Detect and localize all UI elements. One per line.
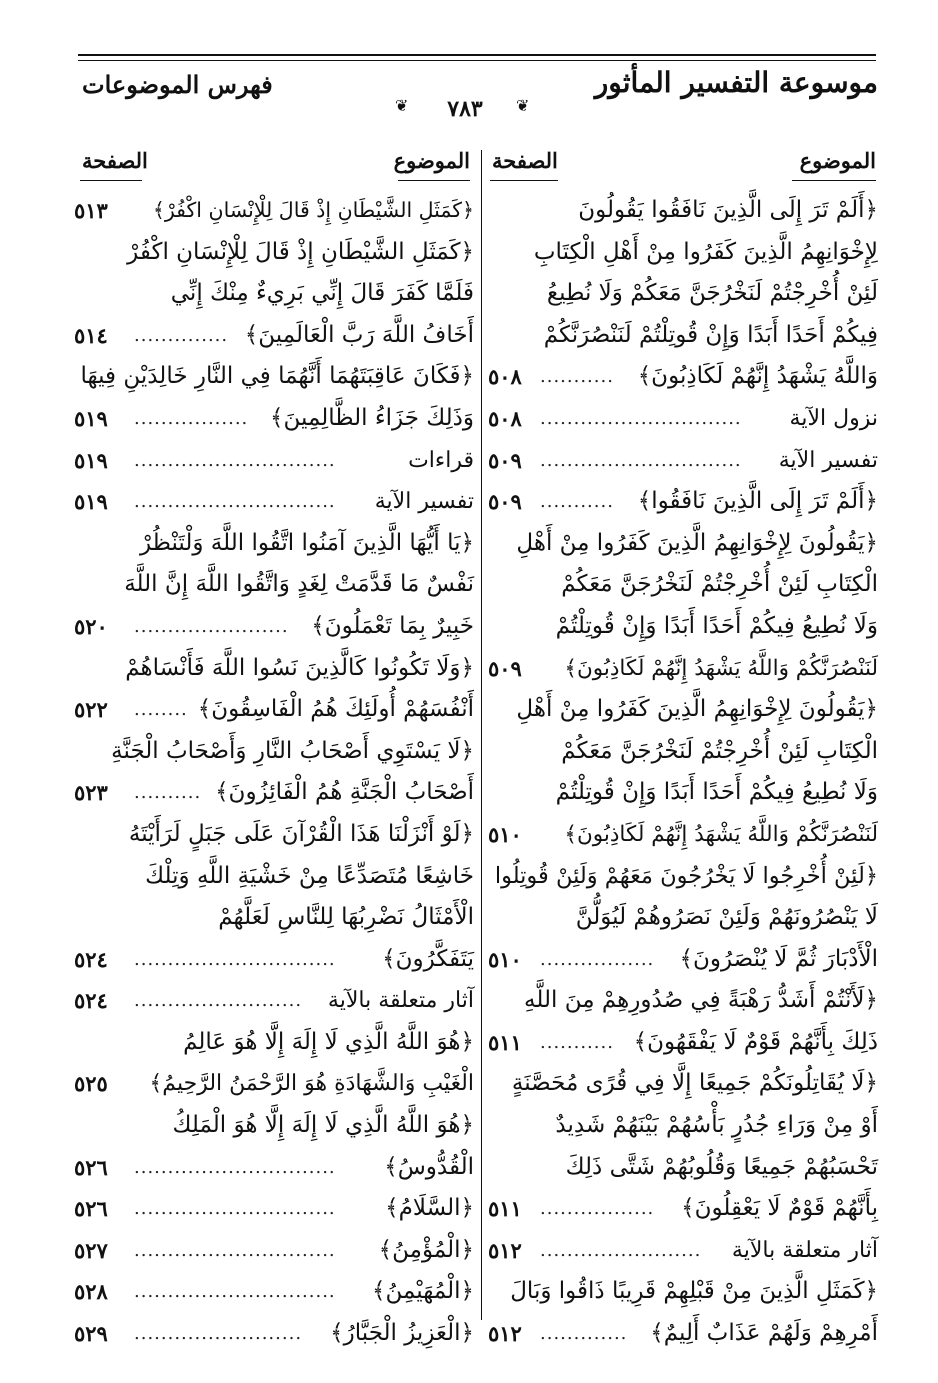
entry-topic: الْكِتَابِ لَئِنْ أُخْرِجْتُمْ لَنَخْرُجَنَّ مَعَكُمْ: [561, 571, 878, 598]
entry-topic: أَصْحَابُ الْجَنَّةِ هُمُ الْفَائِزُونَ﴾: [215, 779, 474, 806]
index-entry: [488, 606, 878, 648]
entry-topic: وَاللَّهُ يَشْهَدُ إِنَّهُمْ لَكَاذِبُونَ﴾: [637, 363, 878, 390]
entry-topic: خَبِيرٌ بِمَا تَعْمَلُونَ﴾: [311, 612, 474, 639]
entry-topic: ﴿هُوَ اللَّهُ الَّذِي لَا إِلَهَ إِلَّا هُوَ عَالِمُ: [183, 1028, 474, 1055]
index-entry: [488, 564, 878, 606]
entry-topic: ﴿السَّلَامُ﴾: [385, 1195, 474, 1222]
header-rule-thin: [78, 60, 876, 61]
entry-topic: ﴿لَوْ أَنْزَلْنَا هَذَا الْقُرْآنَ عَلَى جَبَلٍ لَرَأَيْتَهُ: [128, 820, 474, 847]
leader-dots: ..............................: [134, 1281, 336, 1303]
leader-dots: .........................: [134, 1323, 303, 1345]
entry-topic: لِإِخْوَانِهِمُ الَّذِينَ كَفَرُوا مِنْ أَهْلِ الْكِتَابِ: [533, 238, 878, 265]
entry-topic: الْأَمْثَالُ نَضْرِبُهَا لِلنَّاسِ لَعَلَّهُمْ: [218, 904, 474, 931]
index-entry: [488, 1188, 878, 1230]
entry-page-number: ٥٢٦: [74, 1196, 108, 1222]
entry-topic: ﴿وَلَا تَكُونُوا كَالَّذِينَ نَسُوا اللَّهَ فَأَنْسَاهُمْ: [125, 654, 474, 681]
entry-topic: لَنَنْصُرَنَّكُمْ وَاللَّهُ يَشْهَدُ إِنَّهُمْ لَكَاذِبُونَ﴾: [564, 821, 878, 847]
ornament-icon: ❦: [516, 96, 530, 115]
entry-topic: ﴿لَئِنْ أُخْرِجُوا لَا يَخْرُجُونَ مَعَهُمْ وَلَئِنْ قُوتِلُوا: [494, 862, 878, 889]
index-entry: [74, 1188, 474, 1230]
entry-topic: ﴿كَمَثَلِ الشَّيْطَانِ إِذْ قَالَ لِلْإِنْسَانِ اكْفُرْ﴾: [152, 198, 474, 222]
entry-topic: ﴿يَقُولُونَ لِإِخْوَانِهِمُ الَّذِينَ كَفَرُوا مِنْ أَهْلِ: [516, 529, 878, 556]
leader-dots: ........................: [540, 1239, 702, 1261]
index-entry: [74, 980, 474, 1022]
index-entry: [74, 1271, 474, 1313]
index-entry: [488, 1271, 878, 1313]
entry-topic: ﴿أَلَمْ تَرَ إِلَى الَّذِينَ نَافَقُوا يَقُولُونَ: [578, 197, 878, 223]
index-entry: [74, 897, 474, 939]
index-entry: [74, 856, 474, 898]
entry-page-number: ٥١٣: [74, 198, 108, 223]
leader-dots: .................: [540, 1198, 655, 1220]
entry-topic: ﴿الْمُؤْمِنُ﴾: [378, 1236, 474, 1263]
leader-dots: ..........: [134, 782, 202, 804]
index-entry: [488, 731, 878, 773]
entry-page-number: ٥١٩: [74, 405, 108, 431]
entry-page-number: ٥٢٩: [74, 1321, 108, 1347]
entry-page-number: ٥٠٨: [488, 364, 522, 390]
entry-topic: وَلَا نُطِيعُ فِيكُمْ أَحَدًا أَبَدًا وَإِنْ قُوتِلْتُمْ: [555, 779, 878, 806]
leader-dots: ..............................: [134, 449, 336, 471]
entry-topic: تفسير الآية: [778, 447, 878, 473]
entry-topic: بِأَنَّهُمْ قَوْمٌ لَا يَعْقِلُونَ﴾: [681, 1195, 878, 1222]
entry-page-number: ٥١٠: [488, 821, 522, 847]
index-entry: [74, 315, 474, 357]
entry-topic: وَذَلِكَ جَزَاءُ الظَّالِمِينَ﴾: [270, 404, 474, 431]
section-title: فهرس الموضوعات: [82, 70, 273, 99]
entry-topic: ﴿فَكَانَ عَاقِبَتَهُمَا أَنَّهُمَا فِي النَّارِ خَالِدَيْنِ فِيهَا: [80, 363, 474, 390]
index-entry: [74, 1022, 474, 1064]
entry-topic: ﴿كَمَثَلِ الشَّيْطَانِ إِذْ قَالَ لِلْإِنْسَانِ اكْفُرْ: [127, 238, 474, 265]
entry-topic: لَئِنْ أُخْرِجْتُمْ لَنَخْرُجَنَّ مَعَكُمْ وَلَا نُطِيعُ: [546, 280, 878, 307]
leader-dots: ..............................: [134, 948, 336, 970]
leader-dots: .................: [540, 948, 655, 970]
index-entry: [74, 232, 474, 274]
entry-topic: الْكِتَابِ لَئِنْ أُخْرِجْتُمْ لَنَخْرُجَنَّ مَعَكُمْ: [561, 737, 878, 764]
leader-dots: .......................: [134, 615, 289, 637]
entry-topic: أَخَافُ اللَّهَ رَبَّ الْعَالَمِينَ﴾: [244, 321, 474, 348]
leader-dots: ..............................: [134, 1239, 336, 1261]
leader-dots: ........: [134, 699, 188, 721]
leader-dots: .............: [540, 1323, 628, 1345]
entry-topic: نزول الآية: [789, 405, 878, 431]
entry-topic: أَنْفُسَهُمْ أُولَئِكَ هُمُ الْفَاسِقُونَ﴾: [197, 696, 474, 723]
entry-page-number: ٥٠٨: [488, 405, 522, 431]
entry-topic: ﴿لَا يَسْتَوِي أَصْحَابُ النَّارِ وَأَصْحَابُ الْجَنَّةِ: [111, 737, 474, 764]
entry-page-number: ٥١٤: [74, 322, 108, 348]
leader-dots: ..............................: [134, 1198, 336, 1220]
entry-topic: ذَلِكَ بِأَنَّهُمْ قَوْمٌ لَا يَفْقَهُونَ﴾: [633, 1028, 878, 1055]
index-entry: [488, 1022, 878, 1064]
index-entry: [488, 232, 878, 274]
index-entry: [74, 523, 474, 565]
index-entry: [74, 648, 474, 690]
entry-topic: ﴿الْعَزِيزُ الْجَبَّارُ﴾: [330, 1320, 474, 1347]
index-entry: [488, 1313, 878, 1355]
entry-page-number: ٥٢٥: [74, 1071, 108, 1097]
index-entry: [488, 356, 878, 398]
book-title-logo: موسوعة التفسير المأثور: [594, 66, 878, 99]
index-entry: [74, 606, 474, 648]
page-number: ٧٨٣: [420, 96, 510, 122]
index-entry: [488, 190, 878, 232]
entry-topic: تَحْسَبُهُمْ جَمِيعًا وَقُلُوبُهُمْ شَتَّى ذَلِكَ: [565, 1153, 878, 1180]
entry-topic: ﴿يَا أَيُّهَا الَّذِينَ آمَنُوا اتَّقُوا اللَّهَ وَلْتَنْظُرْ: [139, 529, 474, 556]
entry-page-number: ٥١٩: [74, 447, 108, 473]
index-entry: [488, 772, 878, 814]
entry-topic: ﴿هُوَ اللَّهُ الَّذِي لَا إِلَهَ إِلَّا هُوَ الْمَلِكُ: [172, 1112, 474, 1139]
leader-dots: ...........: [540, 1031, 614, 1053]
entry-topic: فِيكُمْ أَحَدًا أَبَدًا وَإِنْ قُوتِلْتُمْ لَنَنْصُرَنَّكُمْ: [543, 321, 878, 348]
entry-page-number: ٥٢٣: [74, 780, 108, 806]
left-column: [74, 190, 474, 1355]
column-divider: [481, 150, 482, 1320]
entry-topic: أَمْرِهِمْ وَلَهُمْ عَذَابٌ أَلِيمٌ﴾: [650, 1320, 878, 1347]
leader-dots: ..............................: [134, 491, 336, 513]
entry-page-number: ٥٠٩: [488, 655, 522, 681]
index-entry: [488, 481, 878, 523]
entry-topic: آثار متعلقة بالآية: [327, 988, 474, 1014]
left-page-heading: الصفحة: [82, 148, 148, 173]
entry-page-number: ٥٢٤: [74, 988, 108, 1014]
entry-topic: لَنَنْصُرَنَّكُمْ وَاللَّهُ يَشْهَدُ إِنَّهُمْ لَكَاذِبُونَ﴾: [564, 655, 878, 681]
index-entry: [488, 1230, 878, 1272]
index-entry: [74, 772, 474, 814]
index-entry: [74, 398, 474, 440]
entry-topic: ﴿أَلَمْ تَرَ إِلَى الَّذِينَ نَافَقُوا﴾: [637, 488, 878, 515]
index-entry: [74, 1063, 474, 1105]
entry-topic: لَا يَنْصُرُونَهُمْ وَلَئِنْ نَصَرُوهُمْ لَيُوَلُّنَّ: [575, 904, 878, 931]
entry-topic: ﴿لَا يُقَاتِلُونَكُمْ جَمِيعًا إِلَّا فِي قُرًى مُحَصَّنَةٍ: [511, 1070, 878, 1097]
entry-page-number: ٥٢٢: [74, 697, 108, 723]
index-entry: [74, 190, 474, 232]
index-entry: [488, 273, 878, 315]
index-entry: [74, 939, 474, 981]
entry-topic: الْقُدُّوسُ﴾: [384, 1153, 474, 1180]
entry-page-number: ٥١٠: [488, 946, 522, 972]
leader-dots: .................: [134, 407, 249, 429]
index-entry: [488, 1147, 878, 1189]
leader-dots: ..............................: [540, 407, 742, 429]
entry-page-number: ٥٠٩: [488, 447, 522, 473]
index-entry: [488, 814, 878, 856]
index-entry: [74, 1147, 474, 1189]
entry-topic: ﴿لَأَنْتُمْ أَشَدُّ رَهْبَةً فِي صُدُورِهِمْ مِنَ اللَّهِ: [524, 987, 878, 1014]
entry-page-number: ٥١٢: [488, 1321, 522, 1347]
index-entry: [74, 1105, 474, 1147]
entry-topic: ﴿كَمَثَلِ الَّذِينَ مِنْ قَبْلِهِمْ قَرِيبًا ذَاقُوا وَبَالَ: [510, 1278, 878, 1305]
entry-page-number: ٥١٩: [74, 489, 108, 515]
leader-dots: .........................: [134, 990, 303, 1012]
entry-topic: ﴿يَقُولُونَ لِإِخْوَانِهِمُ الَّذِينَ كَفَرُوا مِنْ أَهْلِ: [516, 696, 878, 723]
index-entry: [488, 689, 878, 731]
index-entry: [488, 1063, 878, 1105]
entry-topic: أَوْ مِنْ وَرَاءِ جُدُرٍ بَأْسُهُمْ بَيْنَهُمْ شَدِيدٌ: [555, 1112, 878, 1139]
header-rule: [78, 54, 876, 56]
entry-page-number: ٥٢٧: [74, 1237, 108, 1263]
entry-page-number: ٥١١: [488, 1029, 522, 1055]
index-entry: [488, 1105, 878, 1147]
ornament-icon: ❦: [395, 96, 409, 115]
index-entry: [74, 356, 474, 398]
right-column: [488, 190, 878, 1355]
leader-dots: ...........: [540, 366, 614, 388]
index-entry: [74, 481, 474, 523]
entry-page-number: ٥١١: [488, 1196, 522, 1222]
entry-page-number: ٥٢٨: [74, 1279, 108, 1305]
index-entry: [74, 564, 474, 606]
index-entry: [488, 315, 878, 357]
index-entry: [74, 689, 474, 731]
entry-page-number: ٥٢٦: [74, 1154, 108, 1180]
index-entry: [488, 648, 878, 690]
heading-underline: [398, 180, 470, 181]
index-entry: [74, 1230, 474, 1272]
entry-topic: تفسير الآية: [374, 489, 474, 515]
index-entry: [488, 856, 878, 898]
entry-topic: آثار متعلقة بالآية: [731, 1237, 878, 1263]
index-entry: [74, 440, 474, 482]
index-entry: [74, 273, 474, 315]
right-page-heading: الصفحة: [492, 148, 558, 173]
index-entry: [74, 731, 474, 773]
leader-dots: ..............: [134, 324, 229, 346]
leader-dots: ..............................: [540, 449, 742, 471]
index-entry: [488, 440, 878, 482]
entry-topic: نَفْسٌ مَا قَدَّمَتْ لِغَدٍ وَاتَّقُوا اللَّهَ إِنَّ اللَّهَ: [124, 571, 474, 598]
heading-underline: [792, 180, 876, 181]
entry-topic: ﴿الْمُهَيْمِنُ﴾: [372, 1278, 474, 1305]
leader-dots: ..............................: [134, 1156, 336, 1178]
entry-page-number: ٥٠٩: [488, 489, 522, 515]
entry-topic: فَلَمَّا كَفَرَ قَالَ إِنِّي بَرِيءٌ مِنْكَ إِنِّي: [170, 280, 474, 307]
entry-topic: الْغَيْبِ وَالشَّهَادَةِ هُوَ الرَّحْمَنُ الرَّحِيمُ﴾: [149, 1071, 474, 1097]
left-topic-heading: الموضوع: [393, 148, 470, 173]
entry-page-number: ٥٢٠: [74, 613, 108, 639]
heading-underline: [80, 180, 142, 181]
index-entry: [488, 980, 878, 1022]
index-entry: [488, 398, 878, 440]
entry-topic: يَتَفَكَّرُونَ﴾: [382, 945, 474, 972]
right-topic-heading: الموضوع: [799, 148, 876, 173]
index-entry: [488, 897, 878, 939]
index-entry: [74, 814, 474, 856]
entry-topic: قراءات: [408, 447, 474, 473]
entry-topic: الْأَدْبَارَ ثُمَّ لَا يُنْصَرُونَ﴾: [679, 945, 878, 972]
entry-topic: خَاشِعًا مُتَصَدِّعًا مِنْ خَشْيَةِ اللَّهِ وَتِلْكَ: [145, 862, 474, 889]
index-entry: [488, 939, 878, 981]
leader-dots: ...........: [540, 491, 614, 513]
entry-topic: وَلَا نُطِيعُ فِيكُمْ أَحَدًا أَبَدًا وَإِنْ قُوتِلْتُمْ: [555, 612, 878, 639]
entry-page-number: ٥٢٤: [74, 946, 108, 972]
heading-underline: [490, 180, 558, 181]
index-entry: [488, 523, 878, 565]
entry-page-number: ٥١٢: [488, 1237, 522, 1263]
index-entry: [74, 1313, 474, 1355]
